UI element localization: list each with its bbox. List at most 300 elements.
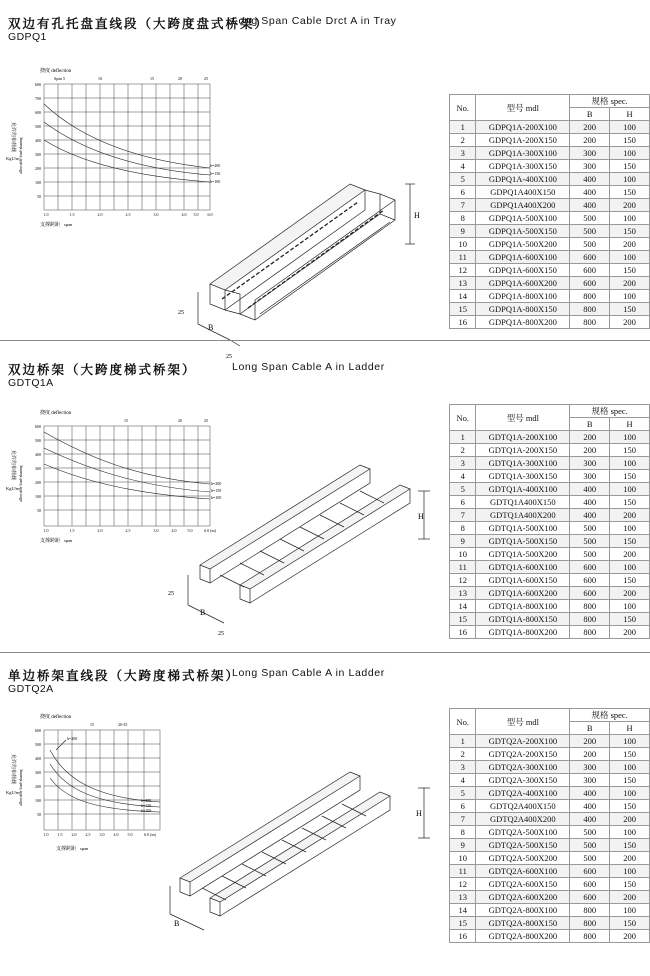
top-tick: Span 5	[54, 76, 65, 81]
cell-no: 13	[450, 891, 476, 904]
cell-h: 200	[610, 509, 650, 522]
cell-no: 14	[450, 600, 476, 613]
y-tick: 600	[35, 424, 41, 429]
x-tick: 3.0	[153, 212, 159, 217]
table-row	[450, 535, 650, 548]
x-tick: 5.0	[127, 832, 133, 837]
table-row	[450, 852, 650, 865]
table-row	[450, 290, 650, 303]
spec-table	[449, 404, 650, 639]
cell-h: 200	[610, 587, 650, 600]
cell-no: 9	[450, 225, 476, 238]
table-row	[450, 626, 650, 639]
cell-h: 200	[610, 548, 650, 561]
cell-b: 300	[570, 470, 610, 483]
cell-b: 400	[570, 186, 610, 199]
cell-b: 400	[570, 483, 610, 496]
cell-model: GDPQ1A400X200	[476, 199, 570, 212]
y-tick: 200	[35, 480, 41, 485]
table-row	[450, 251, 650, 264]
y-tick: 100	[35, 494, 41, 499]
cell-b: 500	[570, 852, 610, 865]
section-title-cn: 双边桥架（大跨度梯式桥架）	[8, 362, 197, 377]
section-title-en: Long Span Cable Drct A in Tray	[232, 15, 397, 27]
cell-h: 100	[610, 483, 650, 496]
dim-25-label: 25	[226, 354, 232, 360]
curve-label: h=150	[210, 171, 221, 176]
cell-model: GDPQ1A-800X100	[476, 290, 570, 303]
y-tick: 600	[35, 110, 41, 115]
y-label-cn: 允许均布荷载	[10, 122, 15, 153]
cell-model: GDPQ1A-200X100	[476, 121, 570, 134]
cell-b: 200	[570, 121, 610, 134]
dim-25-label: 25	[178, 310, 184, 316]
cell-b: 200	[570, 735, 610, 748]
cell-b: 600	[570, 865, 610, 878]
cell-no: 5	[450, 173, 476, 186]
table-row	[450, 561, 650, 574]
cell-model: GDTQ1A-400X100	[476, 483, 570, 496]
cell-no: 10	[450, 238, 476, 251]
y-tick: 500	[35, 124, 41, 129]
cell-b: 600	[570, 574, 610, 587]
cell-b: 300	[570, 774, 610, 787]
cell-model: GDPQ1A-500X100	[476, 212, 570, 225]
cell-b: 500	[570, 826, 610, 839]
spec-rows	[450, 121, 650, 329]
section-gdpq1	[0, 14, 650, 360]
cell-model: GDTQ1A-300X100	[476, 457, 570, 470]
col-b: B	[570, 418, 610, 431]
cell-no: 7	[450, 509, 476, 522]
cell-model: GDTQ1A-200X150	[476, 444, 570, 457]
cell-model: GDPQ1A-400X100	[476, 173, 570, 186]
cell-no: 7	[450, 199, 476, 212]
cell-no: 15	[450, 917, 476, 930]
dim-b-label: B	[208, 323, 214, 332]
x-tick: 1.0	[43, 212, 49, 217]
cell-h: 150	[610, 917, 650, 930]
cell-h: 200	[610, 930, 650, 943]
table-row	[450, 121, 650, 134]
table-row	[450, 787, 650, 800]
cell-h: 100	[610, 121, 650, 134]
curve-label: h=200	[210, 163, 221, 168]
cell-no: 16	[450, 930, 476, 943]
table-row	[450, 774, 650, 787]
cell-no: 13	[450, 277, 476, 290]
cell-b: 300	[570, 457, 610, 470]
x-tick: 2.0	[71, 832, 77, 837]
cell-b: 800	[570, 917, 610, 930]
cell-h: 150	[610, 748, 650, 761]
section-gdtq2a	[0, 666, 650, 976]
cell-no: 6	[450, 186, 476, 199]
table-row	[450, 761, 650, 774]
section-title-cn: 双边有孔托盘直线段（大跨度盘式桥架）	[8, 16, 270, 31]
cell-h: 150	[610, 774, 650, 787]
cell-h: 100	[610, 431, 650, 444]
top-tick: 25	[204, 418, 208, 423]
cell-model: GDTQ2A-500X200	[476, 852, 570, 865]
cell-model: GDPQ1A-500X150	[476, 225, 570, 238]
y-tick: 50	[37, 508, 41, 513]
curve-label: h=100	[210, 179, 221, 184]
cell-no: 15	[450, 613, 476, 626]
x-tick: 5.0	[193, 212, 199, 217]
cell-no: 3	[450, 147, 476, 160]
cell-b: 600	[570, 277, 610, 290]
cell-h: 100	[610, 787, 650, 800]
x-tick: 1.0	[43, 528, 49, 533]
cell-b: 200	[570, 134, 610, 147]
cell-no: 1	[450, 735, 476, 748]
chart-top-label: 挠度 deflection	[40, 715, 72, 720]
table-row	[450, 917, 650, 930]
cell-no: 4	[450, 160, 476, 173]
table-row	[450, 303, 650, 316]
ladder-drawing	[160, 455, 430, 645]
curve-h200	[44, 104, 210, 168]
table-row	[450, 238, 650, 251]
cell-model: GDTQ2A-800X100	[476, 904, 570, 917]
cell-model: GDPQ1A-200X150	[476, 134, 570, 147]
col-model: 型号 mdl	[476, 709, 570, 735]
cell-h: 200	[610, 277, 650, 290]
y-label-en: allowable load-sharing	[18, 465, 23, 502]
cell-h: 100	[610, 522, 650, 535]
x-tick: 1.5	[69, 212, 75, 217]
curve-label: h=150	[211, 488, 222, 493]
table-row	[450, 509, 650, 522]
col-no: No.	[450, 405, 476, 431]
table-row	[450, 839, 650, 852]
table-row	[450, 613, 650, 626]
table-row	[450, 316, 650, 329]
dim-h-label: H	[414, 211, 420, 220]
col-spec: 规格 spec.	[570, 709, 650, 722]
cell-b: 800	[570, 600, 610, 613]
cell-b: 500	[570, 839, 610, 852]
cell-h: 150	[610, 134, 650, 147]
cell-h: 150	[610, 444, 650, 457]
dim-25-label: 25	[218, 631, 224, 637]
section-divider	[0, 652, 650, 653]
x-tick: 6.0	[207, 212, 213, 217]
y-unit: KgU/m	[6, 156, 20, 161]
cell-no: 10	[450, 548, 476, 561]
cell-no: 12	[450, 878, 476, 891]
cell-model: GDTQ2A-500X150	[476, 839, 570, 852]
cell-b: 600	[570, 587, 610, 600]
table-row	[450, 496, 650, 509]
cell-h: 100	[610, 735, 650, 748]
cell-h: 100	[610, 173, 650, 186]
cell-no: 11	[450, 561, 476, 574]
cell-no: 3	[450, 457, 476, 470]
cell-h: 150	[610, 303, 650, 316]
y-tick: 400	[35, 756, 41, 761]
cell-model: GDTQ2A-600X100	[476, 865, 570, 878]
curve-label: h=100	[141, 808, 152, 813]
cell-h: 100	[610, 826, 650, 839]
cell-model: GDTQ1A-800X150	[476, 613, 570, 626]
y-label-cn: 允许均布荷载	[10, 450, 15, 481]
cell-b: 800	[570, 930, 610, 943]
spec-table	[449, 708, 650, 943]
cell-b: 300	[570, 761, 610, 774]
table-row	[450, 483, 650, 496]
cell-b: 200	[570, 748, 610, 761]
chart-y-ticks	[35, 424, 41, 513]
table-row	[450, 800, 650, 813]
cell-no: 1	[450, 121, 476, 134]
cell-h: 200	[610, 238, 650, 251]
tray-drawing	[170, 164, 440, 364]
x-tick: 1.5	[69, 528, 75, 533]
cell-model: GDTQ2A400X200	[476, 813, 570, 826]
section-gdtq1a	[0, 360, 650, 670]
cell-no: 9	[450, 535, 476, 548]
dim-b-label: B	[200, 608, 206, 617]
chart-top-ticks	[54, 76, 208, 81]
table-row	[450, 264, 650, 277]
table-row	[450, 878, 650, 891]
cell-b: 600	[570, 878, 610, 891]
cell-model: GDTQ2A-300X150	[476, 774, 570, 787]
x-label-en: span	[64, 538, 73, 543]
cell-h: 200	[610, 891, 650, 904]
x-tick: 2.0	[97, 212, 103, 217]
cell-no: 9	[450, 839, 476, 852]
x-tick: 4.0	[113, 832, 119, 837]
cell-no: 12	[450, 264, 476, 277]
cell-b: 600	[570, 264, 610, 277]
table-row	[450, 813, 650, 826]
table-row	[450, 470, 650, 483]
x-tick: 2.5	[125, 212, 131, 217]
cell-model: GDPQ1A-600X200	[476, 277, 570, 290]
cell-model: GDPQ1A-800X200	[476, 316, 570, 329]
cell-b: 500	[570, 238, 610, 251]
col-model: 型号 mdl	[476, 95, 570, 121]
table-row	[450, 147, 650, 160]
table-row	[450, 225, 650, 238]
y-unit: KgU/m	[6, 486, 20, 491]
cell-no: 3	[450, 761, 476, 774]
cell-model: GDTQ2A400X150	[476, 800, 570, 813]
dim-h-label: H	[416, 809, 422, 818]
cell-h: 100	[610, 865, 650, 878]
top-tick: 25	[204, 76, 208, 81]
cell-h: 200	[610, 199, 650, 212]
x-label-cn: 支撑跨距	[40, 539, 61, 544]
cell-no: 5	[450, 787, 476, 800]
x-tick: 6.0 (m)	[144, 832, 156, 837]
cell-b: 600	[570, 561, 610, 574]
cell-b: 300	[570, 147, 610, 160]
cell-no: 7	[450, 813, 476, 826]
cell-model: GDTQ2A-200X150	[476, 748, 570, 761]
cell-b: 600	[570, 891, 610, 904]
y-tick: 500	[35, 438, 41, 443]
table-row	[450, 826, 650, 839]
chart-top-ticks	[90, 722, 127, 727]
cell-h: 200	[610, 316, 650, 329]
cell-b: 400	[570, 509, 610, 522]
dim-25-label: 25	[168, 591, 174, 597]
y-tick: 500	[35, 742, 41, 747]
chart-top-ticks	[124, 418, 208, 423]
cell-h: 100	[610, 147, 650, 160]
cell-model: GDPQ1A-800X150	[476, 303, 570, 316]
cell-h: 100	[610, 600, 650, 613]
x-tick: 4.0	[171, 528, 177, 533]
y-label-en: allowable load-sharing	[18, 137, 23, 174]
cell-b: 400	[570, 173, 610, 186]
cell-b: 800	[570, 613, 610, 626]
y-label-en: allowable load-sharing	[18, 769, 23, 806]
cell-h: 100	[610, 904, 650, 917]
cell-no: 6	[450, 496, 476, 509]
table-row	[450, 587, 650, 600]
table-row	[450, 930, 650, 943]
cell-b: 800	[570, 626, 610, 639]
table-row	[450, 431, 650, 444]
cell-h: 150	[610, 839, 650, 852]
cell-no: 10	[450, 852, 476, 865]
cell-h: 100	[610, 212, 650, 225]
table-row	[450, 173, 650, 186]
cell-no: 6	[450, 800, 476, 813]
cell-model: GDTQ1A-500X150	[476, 535, 570, 548]
cell-no: 2	[450, 134, 476, 147]
cell-b: 500	[570, 522, 610, 535]
col-model: 型号 mdl	[476, 405, 570, 431]
cell-model: GDTQ1A-500X200	[476, 548, 570, 561]
cell-h: 100	[610, 251, 650, 264]
cell-model: GDPQ1A-600X100	[476, 251, 570, 264]
x-label-cn: 支撑跨距	[40, 223, 61, 228]
y-tick: 400	[35, 452, 41, 457]
x-tick: 2.0	[97, 528, 103, 533]
cell-b: 500	[570, 212, 610, 225]
cell-h: 100	[610, 290, 650, 303]
cell-h: 150	[610, 535, 650, 548]
cell-model: GDPQ1A-300X100	[476, 147, 570, 160]
cell-model: GDTQ1A400X200	[476, 509, 570, 522]
cell-b: 800	[570, 316, 610, 329]
y-tick: 100	[35, 180, 41, 185]
cell-h: 150	[610, 186, 650, 199]
y-tick: 300	[35, 466, 41, 471]
cell-h: 150	[610, 496, 650, 509]
x-tick: 5.0	[187, 528, 193, 533]
ladder-drawing	[160, 758, 430, 948]
y-label-cn: 允许均布荷载	[10, 754, 15, 785]
cell-model: GDPQ1A-500X200	[476, 238, 570, 251]
y-unit: KgU/m	[6, 790, 20, 795]
cell-b: 500	[570, 535, 610, 548]
table-row	[450, 212, 650, 225]
y-tick: 600	[35, 728, 41, 733]
x-tick: 3.0	[99, 832, 105, 837]
top-tick: 15	[90, 722, 94, 727]
y-tick: 50	[37, 812, 41, 817]
cell-b: 400	[570, 800, 610, 813]
cell-no: 14	[450, 904, 476, 917]
top-tick: 15	[150, 76, 154, 81]
cell-model: GDTQ1A-800X100	[476, 600, 570, 613]
cell-no: 1	[450, 431, 476, 444]
cell-h: 150	[610, 574, 650, 587]
cell-h: 150	[610, 470, 650, 483]
y-tick: 300	[35, 152, 41, 157]
cell-b: 200	[570, 431, 610, 444]
curve-labels	[67, 736, 151, 813]
col-b: B	[570, 722, 610, 735]
x-tick: 6.0 (m)	[204, 528, 216, 533]
y-tick: 50	[37, 194, 41, 199]
curve-label: h=200	[67, 736, 78, 741]
y-tick: 200	[35, 166, 41, 171]
table-row	[450, 277, 650, 290]
cell-b: 800	[570, 303, 610, 316]
table-row	[450, 199, 650, 212]
top-tick: 20	[178, 418, 182, 423]
cell-model: GDTQ2A-600X200	[476, 891, 570, 904]
col-no: No.	[450, 709, 476, 735]
cell-b: 300	[570, 160, 610, 173]
col-spec: 规格 spec.	[570, 405, 650, 418]
col-b: B	[570, 108, 610, 121]
section-code: GDTQ2A	[8, 683, 54, 695]
table-row	[450, 457, 650, 470]
x-tick: 2.5	[125, 528, 131, 533]
cell-model: GDTQ1A-800X200	[476, 626, 570, 639]
table-row	[450, 600, 650, 613]
table-row	[450, 735, 650, 748]
cell-b: 200	[570, 444, 610, 457]
cell-model: GDPQ1A400X150	[476, 186, 570, 199]
cell-model: GDTQ2A-800X150	[476, 917, 570, 930]
spec-rows	[450, 735, 650, 943]
x-tick: 1.0	[43, 832, 49, 837]
cell-no: 8	[450, 522, 476, 535]
top-tick: 20	[178, 76, 182, 81]
y-tick: 600	[35, 82, 41, 87]
cell-no: 5	[450, 483, 476, 496]
curve-label: h=200	[141, 798, 152, 803]
cell-no: 11	[450, 251, 476, 264]
cell-h: 100	[610, 761, 650, 774]
top-tick: 10	[98, 76, 102, 81]
dim-h-label: H	[418, 512, 424, 521]
cell-b: 400	[570, 787, 610, 800]
curve-label: h=100	[211, 495, 222, 500]
cell-h: 150	[610, 225, 650, 238]
cell-no: 13	[450, 587, 476, 600]
x-label-en: span	[80, 846, 89, 851]
cell-model: GDTQ2A-200X100	[476, 735, 570, 748]
cell-model: GDTQ2A-400X100	[476, 787, 570, 800]
cell-no: 11	[450, 865, 476, 878]
cell-no: 8	[450, 212, 476, 225]
y-tick: 100	[35, 798, 41, 803]
cell-model: GDTQ1A-300X150	[476, 470, 570, 483]
col-no: No.	[450, 95, 476, 121]
cell-model: GDTQ2A-800X200	[476, 930, 570, 943]
